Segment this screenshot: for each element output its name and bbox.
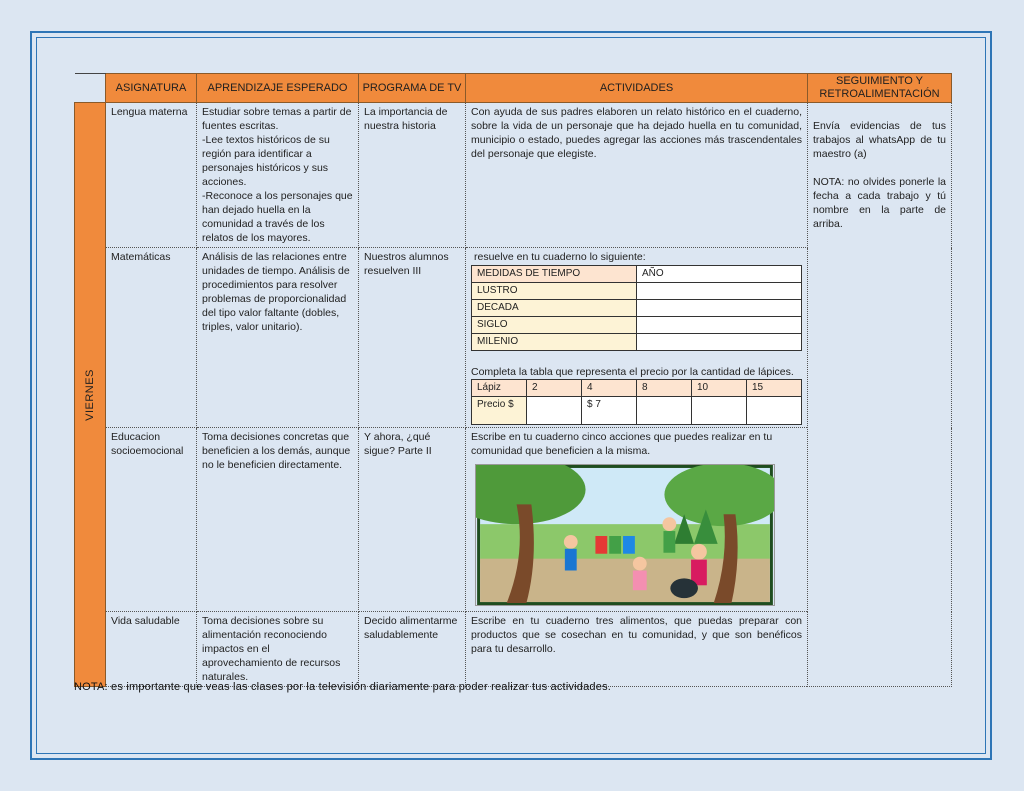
- asignatura-cell: Vida saludable: [106, 612, 197, 687]
- tiempo-unit: SIGLO: [472, 317, 637, 334]
- actividades-intro: resuelve en tu cuaderno lo siguiente:: [474, 251, 646, 263]
- header-blank: [75, 74, 106, 103]
- aprendizaje-cell: Análisis de las relaciones entre unidades de tiempo. Análisis de procedimientos para resolver problemas de proporcionalidad del tipo valor faltante (dobles, triples, valor unitario).: [197, 248, 359, 428]
- tiempo-header: AÑO: [637, 266, 802, 283]
- lapiz-value: 4: [582, 380, 637, 397]
- tiempo-header: MEDIDAS DE TIEMPO: [472, 266, 637, 283]
- actividades-cell: Escribe en tu cuaderno tres alimentos, que puedas preparar con productos que se cosechan en tu comunidad, y que son benéficos para tu desarrollo.: [466, 612, 808, 687]
- tiempo-table: [471, 265, 802, 351]
- precio-label: Precio $: [472, 397, 527, 425]
- seguimiento-text: Envía evidencias de tus trabajos al whatsApp de tu maestro (a): [813, 120, 946, 160]
- actividades-cell: [466, 428, 808, 612]
- day-column: [75, 103, 106, 687]
- precio-value: $ 7: [582, 397, 637, 425]
- lapiz-label: Lápiz: [472, 380, 527, 397]
- tiempo-answer: [637, 300, 802, 317]
- seguimiento-note: NOTA: no olvides ponerle la fecha a cada trabajo y tú nombre en la parte de arriba.: [813, 176, 946, 230]
- actividades-cell: [466, 248, 808, 428]
- header-programa: PROGRAMA DE TV: [359, 74, 466, 103]
- schedule-table: [74, 73, 952, 687]
- table-row: [75, 103, 952, 248]
- actividades-cell: Con ayuda de sus padres elaboren un relato histórico en el cuaderno, sobre la vida de un personaje que ha dejado huella en tu comunidad, municipio o estado, puedes agregar las acciones más trascendentales del personaje que elegiste.: [466, 103, 808, 248]
- header-asignatura: ASIGNATURA: [106, 74, 197, 103]
- tiempo-unit: MILENIO: [472, 334, 637, 351]
- programa-cell: Nuestros alumnos resuelven III: [359, 248, 466, 428]
- tiempo-unit: DECADA: [472, 300, 637, 317]
- asignatura-cell: Matemáticas: [106, 248, 197, 428]
- aprendizaje-line: -Reconoce a los personajes que han dejado huella en la comunidad a través de los relatos de los mayores.: [202, 190, 353, 244]
- asignatura-cell: Educacion socioemocional: [106, 428, 197, 612]
- aprendizaje-cell: Toma decisiones concretas que beneficien a los demás, aunque no le beneficien directamente.: [197, 428, 359, 612]
- tiempo-unit: LUSTRO: [472, 283, 637, 300]
- aprendizaje-cell: Toma decisiones sobre su alimentación reconociendo impactos en el aprovechamiento de recursos naturales.: [197, 612, 359, 687]
- programa-cell: Y ahora, ¿qué sigue? Parte II: [359, 428, 466, 612]
- seguimiento-cell: [808, 103, 952, 687]
- footer-note: NOTA: es importante que veas las clases por la televisión diariamente para poder realizar tus actividades.: [74, 681, 612, 693]
- lapiz-value: 10: [692, 380, 747, 397]
- lapiz-value: 2: [527, 380, 582, 397]
- precio-value: [692, 397, 747, 425]
- tiempo-answer: [637, 283, 802, 300]
- precio-value: [527, 397, 582, 425]
- programa-cell: La importancia de nuestra historia: [359, 103, 466, 248]
- precio-value: [747, 397, 802, 425]
- programa-cell: Decido alimentarme saludablemente: [359, 612, 466, 687]
- day-label: VIERNES: [84, 368, 96, 421]
- lapiz-value: 15: [747, 380, 802, 397]
- aprendizaje-line: -Lee textos históricos de su región para identificar a personajes históricos y sus acciones.: [202, 134, 330, 188]
- header-row: [75, 74, 952, 103]
- kids-cleaning-park-illustration: [475, 464, 775, 606]
- precio-value: [637, 397, 692, 425]
- aprendizaje-cell: [197, 103, 359, 248]
- lapiz-table: [471, 379, 802, 425]
- tiempo-answer: [637, 317, 802, 334]
- aprendizaje-line: Estudiar sobre temas a partir de fuentes escritas.: [202, 106, 352, 132]
- lapiz-value: 8: [637, 380, 692, 397]
- tiempo-answer: [637, 334, 802, 351]
- actividades-lapiz-text: Completa la tabla que representa el precio por la cantidad de lápices.: [471, 366, 794, 378]
- header-actividades: ACTIVIDADES: [466, 74, 808, 103]
- header-seguimiento: SEGUIMIENTO Y RETROALIMENTACIÓN: [808, 74, 952, 103]
- asignatura-cell: Lengua materna: [106, 103, 197, 248]
- header-aprendizaje: APRENDIZAJE ESPERADO: [197, 74, 359, 103]
- schedule-sheet: [74, 73, 951, 683]
- actividades-text: Escribe en tu cuaderno cinco acciones que puedes realizar en tu comunidad que beneficien a la misma.: [471, 431, 773, 457]
